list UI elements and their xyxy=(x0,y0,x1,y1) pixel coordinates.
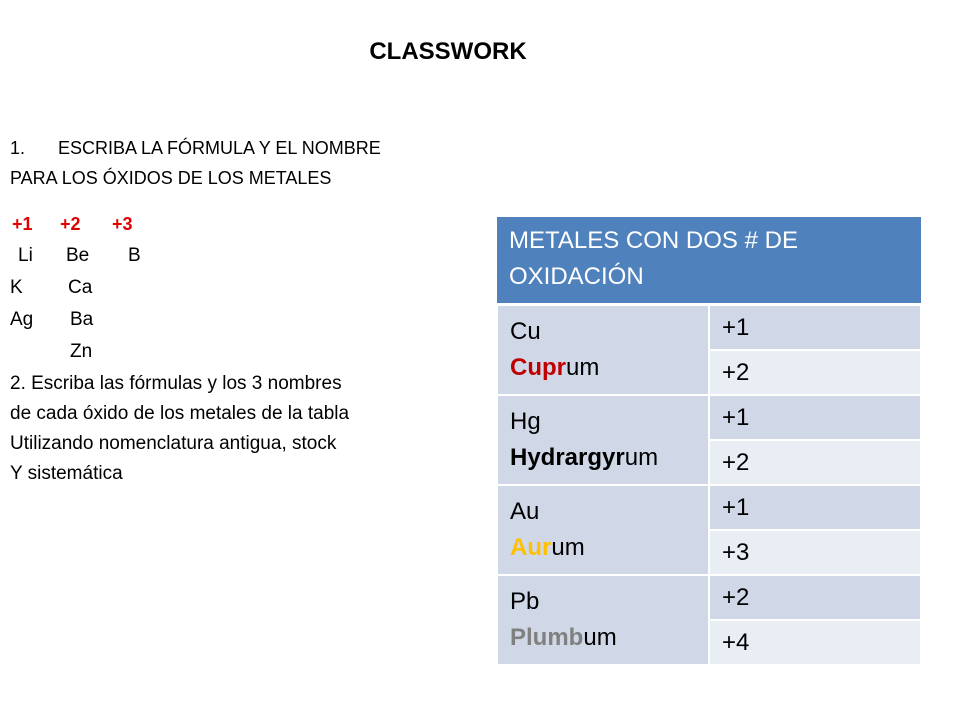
oxidation-state-cell: +4 xyxy=(709,620,921,665)
table-row xyxy=(497,305,921,351)
metal-latin-name xyxy=(510,350,696,386)
instruction-item-1-line-2: PARA LOS ÓXIDOS DE LOS METALES xyxy=(10,168,332,188)
latin-highlight: Aur xyxy=(510,534,552,561)
latin-highlight: Cupr xyxy=(510,354,566,381)
oxidation-state-cell: +2 xyxy=(709,575,921,620)
element-row xyxy=(10,305,480,337)
oxidation-header-row xyxy=(10,209,480,241)
latin-highlight: Plumb xyxy=(510,624,584,651)
oxidation-state-cell: +1 xyxy=(709,305,921,351)
latin-suffix: um xyxy=(583,624,617,651)
metal-symbol: Au xyxy=(510,498,540,525)
instructions-block xyxy=(10,133,480,489)
element-symbol: Li xyxy=(18,245,33,266)
latin-highlight: Hydrargyr xyxy=(510,444,625,471)
element-row xyxy=(10,241,480,273)
metal-name-cell xyxy=(497,485,709,575)
latin-suffix: um xyxy=(551,534,585,561)
ox-header: +1 xyxy=(12,214,33,234)
slide-title: CLASSWORK xyxy=(369,38,527,65)
element-row xyxy=(10,337,480,369)
ox-header: +3 xyxy=(112,214,133,234)
metal-symbol: Pb xyxy=(510,588,540,615)
element-symbol: B xyxy=(128,245,141,266)
table-header-row xyxy=(497,217,921,305)
metal-latin-name xyxy=(510,530,696,566)
element-symbol: K xyxy=(10,277,23,298)
element-symbol: Be xyxy=(66,245,90,266)
table-row xyxy=(497,575,921,620)
table-header: METALES CON DOS # DE OXIDACIÓN xyxy=(497,217,921,305)
metal-symbol: Hg xyxy=(510,408,541,435)
item-number: 1. xyxy=(10,138,26,158)
oxidation-state-cell: +1 xyxy=(709,485,921,530)
element-symbol: Ag xyxy=(10,309,34,330)
metal-latin-name xyxy=(510,440,696,476)
table-row xyxy=(497,485,921,530)
table-row xyxy=(497,395,921,440)
metals-table xyxy=(496,217,922,666)
instruction-text: ESCRIBA LA FÓRMULA Y EL NOMBRE xyxy=(58,138,381,158)
element-symbol: Zn xyxy=(70,341,93,362)
oxidation-state-cell: +1 xyxy=(709,395,921,440)
element-symbol: Ba xyxy=(70,309,94,330)
metal-latin-name xyxy=(510,620,696,656)
instruction-item-2-line: Utilizando nomenclatura antigua, stock xyxy=(10,433,337,454)
metal-symbol: Cu xyxy=(510,318,541,345)
latin-suffix: um xyxy=(624,444,659,471)
latin-suffix: um xyxy=(566,354,600,381)
oxidation-state-cell: +2 xyxy=(709,440,921,485)
instruction-item-2-line: de cada óxido de los metales de la tabla xyxy=(10,403,350,424)
element-row xyxy=(10,273,480,305)
metal-name-cell xyxy=(497,305,709,396)
ox-header: +2 xyxy=(60,214,81,234)
metal-name-cell xyxy=(497,575,709,665)
instruction-item-2-line: Y sistemática xyxy=(10,463,123,484)
instruction-item-1-line-1 xyxy=(10,133,480,163)
element-symbol: Ca xyxy=(68,277,93,298)
metal-name-cell xyxy=(497,395,709,485)
oxidation-state-cell: +3 xyxy=(709,530,921,575)
instruction-item-2-line: 2. Escriba las fórmulas y los 3 nombres xyxy=(10,373,342,394)
oxidation-state-cell: +2 xyxy=(709,350,921,395)
